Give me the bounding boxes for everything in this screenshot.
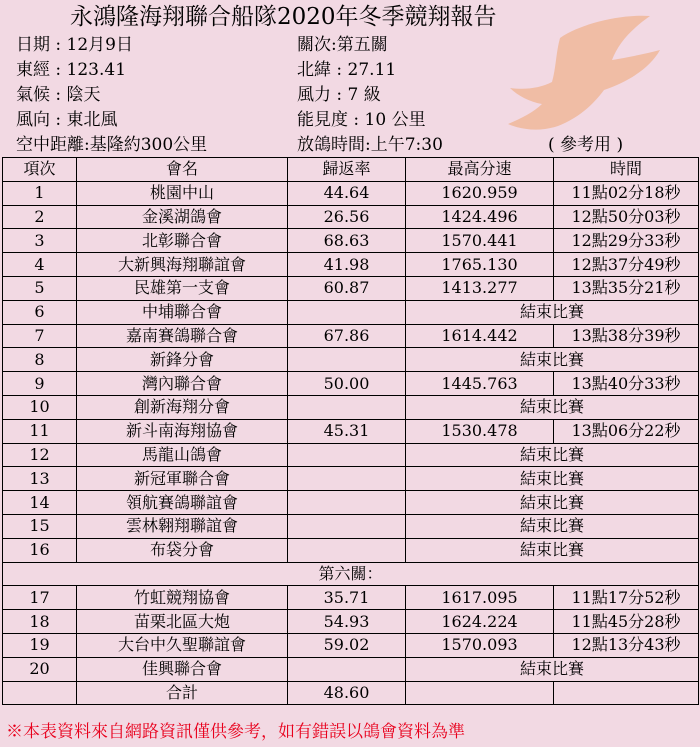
row-no: 12 bbox=[3, 443, 77, 467]
row-time: 13點40分33秒 bbox=[554, 372, 699, 396]
row-no: 5 bbox=[3, 276, 77, 300]
row-top-speed: 1530.478 bbox=[406, 419, 554, 443]
latitude-field: 北緯 : 27.11 bbox=[297, 60, 397, 80]
row-club: 新鋒分會 bbox=[77, 348, 288, 372]
row-return-rate: 44.64 bbox=[288, 181, 406, 205]
row-return-rate bbox=[288, 395, 406, 419]
row-return-rate bbox=[288, 514, 406, 538]
row-return-rate bbox=[288, 538, 406, 562]
row-no: 6 bbox=[3, 300, 77, 324]
table-row bbox=[3, 491, 699, 515]
row-no: 13 bbox=[3, 467, 77, 491]
table-row bbox=[3, 348, 699, 372]
reference-note: ( 參考用 ) bbox=[548, 135, 624, 155]
row-no: 14 bbox=[3, 491, 77, 515]
table-row bbox=[3, 181, 699, 205]
row-no: 2 bbox=[3, 205, 77, 229]
row-top-speed: 1624.224 bbox=[406, 610, 554, 634]
row-no: 15 bbox=[3, 514, 77, 538]
row-ended: 結束比賽 bbox=[406, 300, 699, 324]
stage-field: 關次:第五關 bbox=[297, 35, 388, 55]
report-header bbox=[0, 0, 700, 158]
row-no: 16 bbox=[3, 538, 77, 562]
table-row bbox=[3, 419, 699, 443]
row-time: 13點06分22秒 bbox=[554, 419, 699, 443]
table-row bbox=[3, 324, 699, 348]
row-club: 苗栗北區大炮 bbox=[77, 610, 288, 634]
header-row bbox=[3, 158, 699, 182]
row-return-rate: 26.56 bbox=[288, 205, 406, 229]
row-return-rate: 67.86 bbox=[288, 324, 406, 348]
total-label: 合計 bbox=[77, 681, 288, 705]
row-time: 13點35分21秒 bbox=[554, 276, 699, 300]
row-ended: 結束比賽 bbox=[406, 538, 699, 562]
row-top-speed: 1424.496 bbox=[406, 205, 554, 229]
total-time bbox=[554, 681, 699, 705]
row-return-rate bbox=[288, 300, 406, 324]
row-top-speed: 1413.277 bbox=[406, 276, 554, 300]
row-return-rate: 54.93 bbox=[288, 610, 406, 634]
row-no: 10 bbox=[3, 395, 77, 419]
row-return-rate: 45.31 bbox=[288, 419, 406, 443]
weather-field: 氣候 : 陰天 bbox=[16, 85, 101, 105]
table-row bbox=[3, 586, 699, 610]
row-no: 9 bbox=[3, 372, 77, 396]
row-top-speed: 1445.763 bbox=[406, 372, 554, 396]
row-no: 8 bbox=[3, 348, 77, 372]
table-row bbox=[3, 229, 699, 253]
distance-field: 空中距離:基隆約300公里 bbox=[16, 135, 208, 155]
wind-direction-field: 風向 : 東北風 bbox=[16, 110, 118, 130]
row-return-rate: 59.02 bbox=[288, 633, 406, 657]
row-no: 1 bbox=[3, 181, 77, 205]
visibility-field: 能見度 : 10 公里 bbox=[297, 110, 426, 130]
row-time: 11點02分18秒 bbox=[554, 181, 699, 205]
row-top-speed: 1617.095 bbox=[406, 586, 554, 610]
row-club: 馬龍山鴿會 bbox=[77, 443, 288, 467]
table-row bbox=[3, 514, 699, 538]
row-club: 金溪湖鴿會 bbox=[77, 205, 288, 229]
row-return-rate bbox=[288, 657, 406, 681]
row-return-rate: 60.87 bbox=[288, 276, 406, 300]
table-row bbox=[3, 276, 699, 300]
longitude-field: 東經 : 123.41 bbox=[16, 60, 127, 80]
row-club: 大台中久聖聯誼會 bbox=[77, 633, 288, 657]
row-time: 11點45分28秒 bbox=[554, 610, 699, 634]
row-club: 新斗南海翔協會 bbox=[77, 419, 288, 443]
section-label: 第六關： bbox=[3, 562, 699, 586]
row-time: 12點13分43秒 bbox=[554, 633, 699, 657]
header-return-rate: 歸返率 bbox=[288, 158, 406, 182]
row-no: 3 bbox=[3, 229, 77, 253]
wind-force-field: 風力 : 7 級 bbox=[297, 85, 381, 105]
row-time: 12點50分03秒 bbox=[554, 205, 699, 229]
row-club: 創新海翔分會 bbox=[77, 395, 288, 419]
table-row bbox=[3, 443, 699, 467]
row-return-rate bbox=[288, 443, 406, 467]
table-row bbox=[3, 300, 699, 324]
total-no bbox=[3, 681, 77, 705]
header-club: 會名 bbox=[77, 158, 288, 182]
table-row bbox=[3, 205, 699, 229]
row-return-rate: 35.71 bbox=[288, 586, 406, 610]
total-return-rate: 48.60 bbox=[288, 681, 406, 705]
row-no: 11 bbox=[3, 419, 77, 443]
row-club: 嘉南賽鴿聯合會 bbox=[77, 324, 288, 348]
row-ended: 結束比賽 bbox=[406, 514, 699, 538]
row-top-speed: 1614.442 bbox=[406, 324, 554, 348]
row-ended: 結束比賽 bbox=[406, 395, 699, 419]
row-ended: 結束比賽 bbox=[406, 443, 699, 467]
row-ended: 結束比賽 bbox=[406, 467, 699, 491]
row-top-speed: 1620.959 bbox=[406, 181, 554, 205]
row-time: 13點38分39秒 bbox=[554, 324, 699, 348]
row-time: 12點29分33秒 bbox=[554, 229, 699, 253]
disclaimer-note: ※本表資料來自網路資訊僅供參考，如有錯誤以鴿會資料為準 bbox=[6, 722, 465, 742]
header-time: 時間 bbox=[554, 158, 699, 182]
row-club: 民雄第一支會 bbox=[77, 276, 288, 300]
header-no: 項次 bbox=[3, 158, 77, 182]
row-top-speed: 1570.093 bbox=[406, 633, 554, 657]
table-row bbox=[3, 538, 699, 562]
table-row bbox=[3, 610, 699, 634]
row-return-rate bbox=[288, 491, 406, 515]
row-no: 17 bbox=[3, 586, 77, 610]
row-no: 4 bbox=[3, 253, 77, 277]
table-row bbox=[3, 395, 699, 419]
release-time-field: 放鴿時間:上午7:30 bbox=[297, 135, 443, 155]
row-return-rate bbox=[288, 467, 406, 491]
row-no: 19 bbox=[3, 633, 77, 657]
row-no: 20 bbox=[3, 657, 77, 681]
table-row bbox=[3, 467, 699, 491]
report-title: 永鴻隆海翔聯合船隊2020年冬季競翔報告 bbox=[70, 4, 497, 30]
row-club: 佳興聯合會 bbox=[77, 657, 288, 681]
row-return-rate: 50.00 bbox=[288, 372, 406, 396]
results-table bbox=[2, 157, 699, 705]
row-club: 灣內聯合會 bbox=[77, 372, 288, 396]
total-speed bbox=[406, 681, 554, 705]
row-club: 竹虹競翔協會 bbox=[77, 586, 288, 610]
row-ended: 結束比賽 bbox=[406, 657, 699, 681]
row-time: 12點37分49秒 bbox=[554, 253, 699, 277]
row-club: 桃園中山 bbox=[77, 181, 288, 205]
row-no: 7 bbox=[3, 324, 77, 348]
table-row bbox=[3, 633, 699, 657]
table-row bbox=[3, 372, 699, 396]
row-return-rate: 68.63 bbox=[288, 229, 406, 253]
section-row bbox=[3, 562, 699, 586]
row-club: 領航賽鴿聯誼會 bbox=[77, 491, 288, 515]
date-field: 日期 : 12月9日 bbox=[16, 35, 133, 55]
table-row bbox=[3, 657, 699, 681]
table-row bbox=[3, 253, 699, 277]
row-top-speed: 1765.130 bbox=[406, 253, 554, 277]
row-top-speed: 1570.441 bbox=[406, 229, 554, 253]
row-club: 雲林翱翔聯誼會 bbox=[77, 514, 288, 538]
row-ended: 結束比賽 bbox=[406, 491, 699, 515]
row-club: 大新興海翔聯誼會 bbox=[77, 253, 288, 277]
row-club: 布袋分會 bbox=[77, 538, 288, 562]
header-top-speed: 最高分速 bbox=[406, 158, 554, 182]
row-ended: 結束比賽 bbox=[406, 348, 699, 372]
row-return-rate: 41.98 bbox=[288, 253, 406, 277]
row-club: 北彰聯合會 bbox=[77, 229, 288, 253]
row-time: 11點17分52秒 bbox=[554, 586, 699, 610]
total-row bbox=[3, 681, 699, 705]
row-club: 中埔聯合會 bbox=[77, 300, 288, 324]
row-return-rate bbox=[288, 348, 406, 372]
row-club: 新冠軍聯合會 bbox=[77, 467, 288, 491]
row-no: 18 bbox=[3, 610, 77, 634]
